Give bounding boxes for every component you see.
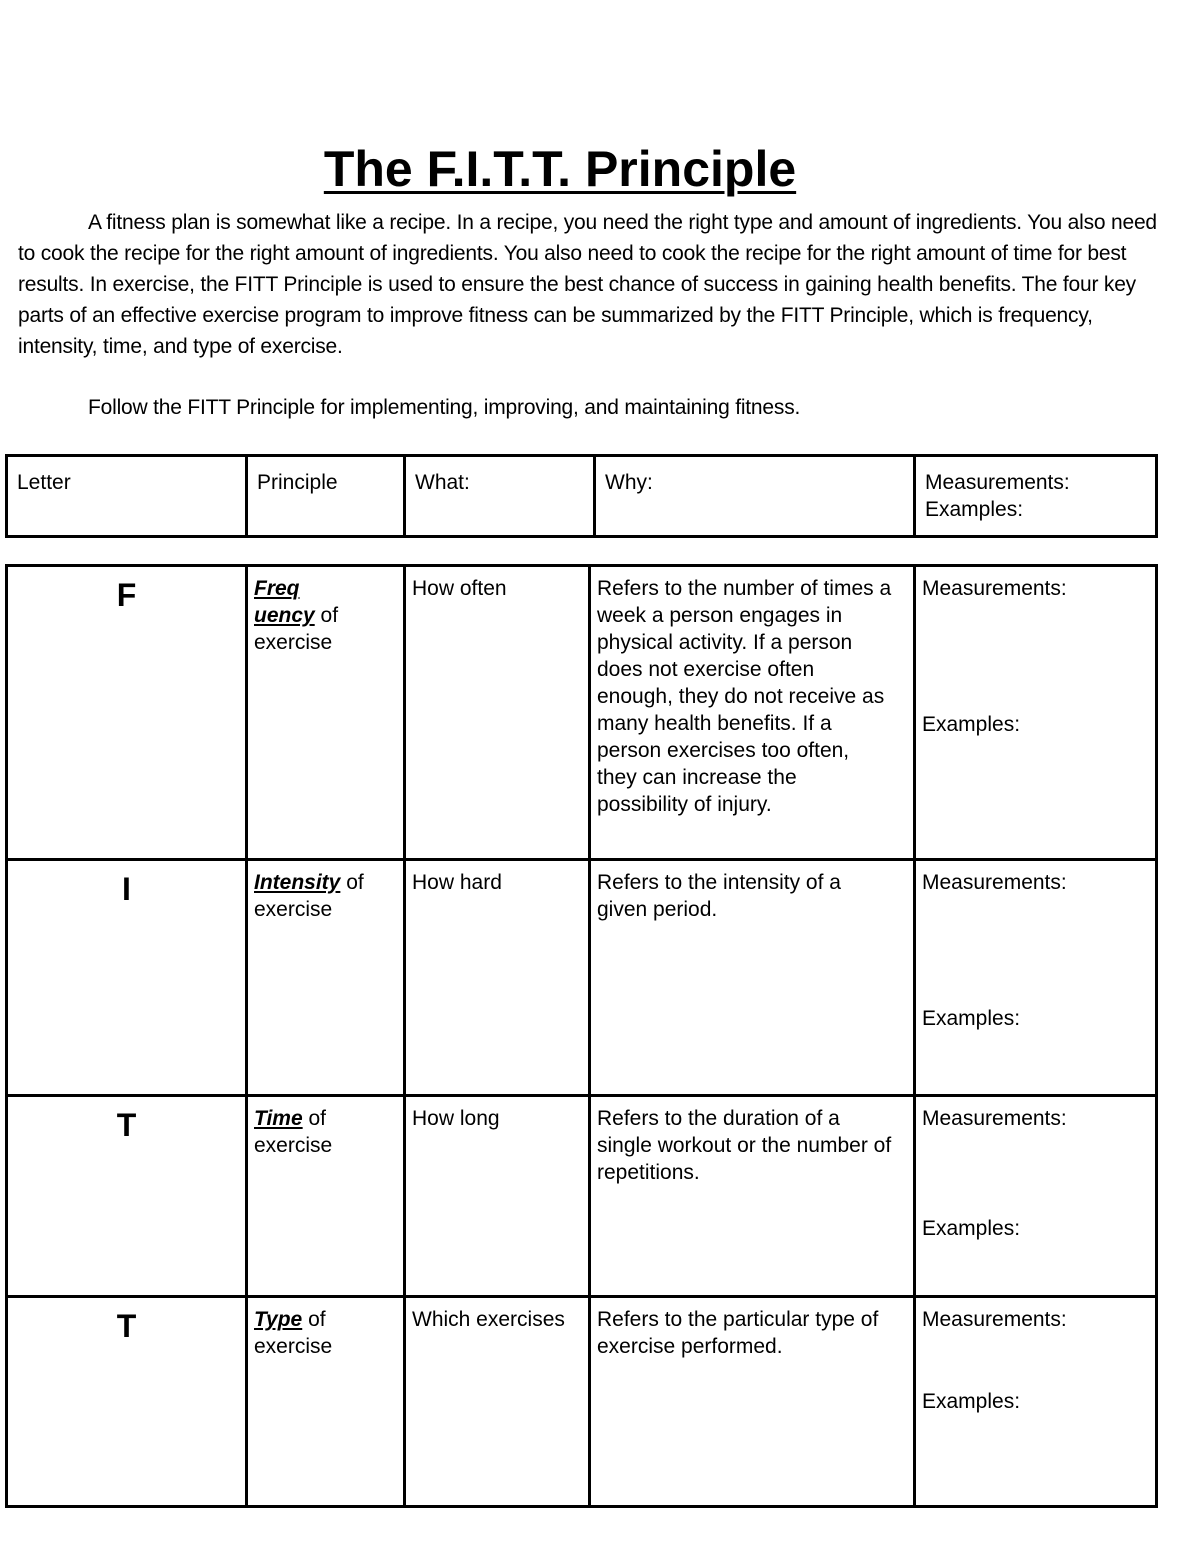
examples-label: Examples: xyxy=(922,1007,1021,1030)
header-measurements xyxy=(915,456,1157,537)
why-cell xyxy=(590,1096,915,1297)
letter-cell: F xyxy=(7,566,247,860)
why-line: Refers to the particular type of xyxy=(597,1308,879,1331)
measurements-cell xyxy=(915,1297,1157,1507)
header-letter: Letter xyxy=(7,456,247,537)
why-line: repetitions. xyxy=(597,1161,700,1184)
letter-cell: T xyxy=(7,1096,247,1297)
letter-cell: I xyxy=(7,860,247,1096)
why-line: given period. xyxy=(597,898,718,921)
principle-suffix: of xyxy=(340,871,364,894)
what-cell: Which exercises xyxy=(405,1297,590,1507)
header-measurements-label: Measurements: xyxy=(925,471,1070,494)
why-line: person exercises too often, xyxy=(597,739,850,762)
why-line: possibility of injury. xyxy=(597,793,772,816)
why-line: does not exercise often xyxy=(597,658,815,681)
principle-suffix2: exercise xyxy=(254,898,333,921)
examples-label: Examples: xyxy=(922,1217,1021,1240)
principle-cell xyxy=(247,1096,405,1297)
what-cell: How hard xyxy=(405,860,590,1096)
principle-cell xyxy=(247,566,405,860)
header-row xyxy=(7,456,1157,537)
table-row xyxy=(7,1297,1157,1507)
principle-term: Time xyxy=(254,1107,303,1130)
examples-label: Examples: xyxy=(922,1390,1021,1413)
why-line: Refers to the duration of a xyxy=(597,1107,840,1130)
table-row xyxy=(7,566,1157,860)
why-line: Refers to the number of times a xyxy=(597,577,892,600)
header-why: Why: xyxy=(595,456,915,537)
principle-term: Type xyxy=(254,1308,303,1331)
principle-suffix2: exercise xyxy=(254,631,333,654)
measurements-cell xyxy=(915,860,1157,1096)
header-table xyxy=(5,454,1158,538)
why-cell xyxy=(590,566,915,860)
measurements-label: Measurements: xyxy=(922,577,1067,600)
header-what: What: xyxy=(405,456,595,537)
measurements-cell xyxy=(915,1096,1157,1297)
why-line: week a person engages in xyxy=(597,604,843,627)
measurements-label: Measurements: xyxy=(922,1107,1067,1130)
what-cell: How long xyxy=(405,1096,590,1297)
what-cell: How often xyxy=(405,566,590,860)
why-line: exercise performed. xyxy=(597,1335,783,1358)
header-principle: Principle xyxy=(247,456,405,537)
why-line: single workout or the number of xyxy=(597,1134,892,1157)
table-row xyxy=(7,860,1157,1096)
principle-cell xyxy=(247,1297,405,1507)
measurements-label: Measurements: xyxy=(922,1308,1067,1331)
principle-term: Freq xyxy=(254,577,300,600)
examples-label: Examples: xyxy=(922,713,1021,736)
principle-suffix: of xyxy=(302,1107,326,1130)
measurements-label: Measurements: xyxy=(922,871,1067,894)
principle-cell xyxy=(247,860,405,1096)
principle-term: Intensity xyxy=(254,871,341,894)
page-title: The F.I.T.T. Principle xyxy=(323,141,797,197)
principle-suffix2: exercise xyxy=(254,1335,333,1358)
intro-paragraph: A fitness plan is somewhat like a recipe. In a recipe, you need the right type and amount of ingredients. You also need to cook the recipe for the right amount of ingredients. You also need to cook the recipe for the right amount of time for best results. In exercise, the FITT Principle is used to ensure the best chance of success in gaining health benefits. The four key parts of an effective exercise program to improve fitness can be summarized by the FITT Principle, which is frequency, intensity, time, and type of exercise. xyxy=(18,211,1157,358)
principle-suffix: of xyxy=(314,604,339,627)
header-examples-label: Examples: xyxy=(925,498,1024,521)
why-line: many health benefits. If a xyxy=(597,712,832,735)
letter-cell: T xyxy=(7,1297,247,1507)
table-row xyxy=(7,1096,1157,1297)
measurements-cell xyxy=(915,566,1157,860)
why-cell xyxy=(590,860,915,1096)
fitt-table xyxy=(5,564,1158,1508)
why-line: enough, they do not receive as xyxy=(597,685,885,708)
principle-term-cont: uency xyxy=(254,604,315,627)
why-line: Refers to the intensity of a xyxy=(597,871,841,894)
why-line: they can increase the xyxy=(597,766,797,789)
principle-suffix2: exercise xyxy=(254,1134,333,1157)
why-cell xyxy=(590,1297,915,1507)
why-line: physical activity. If a person xyxy=(597,631,853,654)
follow-paragraph: Follow the FITT Principle for implementing, improving, and maintaining fitness. xyxy=(88,396,801,419)
principle-suffix: of xyxy=(302,1308,326,1331)
